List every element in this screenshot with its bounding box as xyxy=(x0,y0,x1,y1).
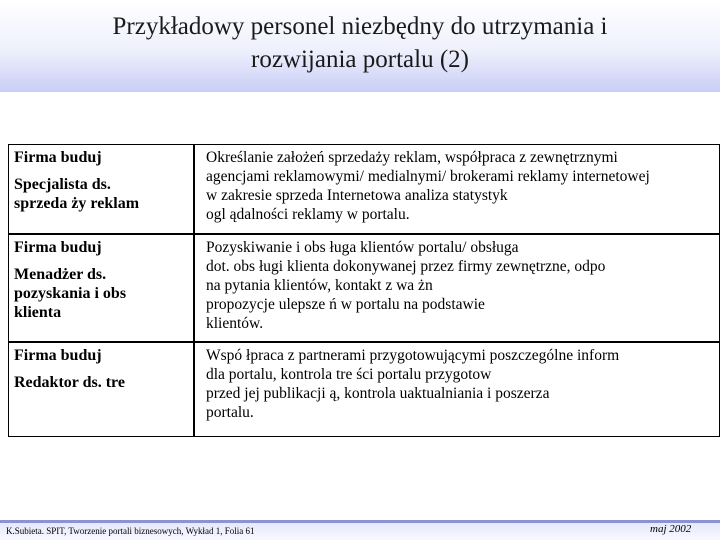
table-row xyxy=(9,233,719,343)
role-cell xyxy=(9,145,195,233)
description-line: dla portalu, kontrola tre ści portalu przygotow xyxy=(206,366,492,383)
description-line: Określanie założeń sprzedaży reklam, współpraca z zewnętrznymi xyxy=(206,149,618,166)
title-line-2: rozwijania portalu (2) xyxy=(251,46,469,73)
description-line: dot. obs ługi klienta dokonywanej przez firmy zewnętrzne, odpo xyxy=(206,258,606,275)
table-row xyxy=(9,341,719,437)
description-line: agencjami reklamowymi/ medialnymi/ brokerami reklamy internetowej xyxy=(206,168,650,185)
title-line-1: Przykładowy personel niezbędny do utrzymania i xyxy=(112,13,608,40)
role-line: Menadżer ds. xyxy=(14,266,107,283)
role-line: pozyskania i obs xyxy=(14,285,127,302)
description-line: w zakresie sprzeda Internetowa analiza statystyk xyxy=(206,187,508,204)
description-line: Pozyskiwanie i obs ługa klientów portalu/ obsługa xyxy=(206,239,519,256)
table-row xyxy=(9,145,719,233)
role-cell xyxy=(9,235,195,343)
role-line: Redaktor ds. tre xyxy=(14,374,125,391)
description-line: na pytania klientów, kontakt z wa żn xyxy=(206,277,433,294)
role-line: Specjalista ds. xyxy=(14,176,111,193)
description-line: Wspó łpraca z partnerami przygotowującymi poszczególne inform xyxy=(206,347,620,364)
footer-date: maj 2002 xyxy=(650,523,692,535)
personnel-table xyxy=(8,144,720,437)
role-line: sprzeda ży reklam xyxy=(14,195,140,212)
footer-citation: K.Subieta. SPIT, Tworzenie portali biznesowych, Wykład 1, Folia 61 xyxy=(6,526,255,536)
description-cell xyxy=(197,235,719,343)
description-line: propozycje ulepsze ń w portalu na podstawie xyxy=(206,296,485,313)
description-line: przed jej publikacji ą, kontrola uaktualniania i poszerza xyxy=(206,385,550,402)
role-line: klienta xyxy=(14,304,62,321)
role-line: Firma buduj xyxy=(14,347,102,364)
role-cell xyxy=(9,343,195,437)
description-cell xyxy=(197,343,719,437)
description-cell xyxy=(197,145,719,233)
slide-title xyxy=(0,10,720,76)
role-line: Firma buduj xyxy=(14,149,102,166)
description-line: portalu. xyxy=(206,404,254,421)
description-line: ogl ądalności reklamy w portalu. xyxy=(206,206,410,223)
role-line: Firma buduj xyxy=(14,239,102,256)
description-line: klientów. xyxy=(206,315,264,332)
